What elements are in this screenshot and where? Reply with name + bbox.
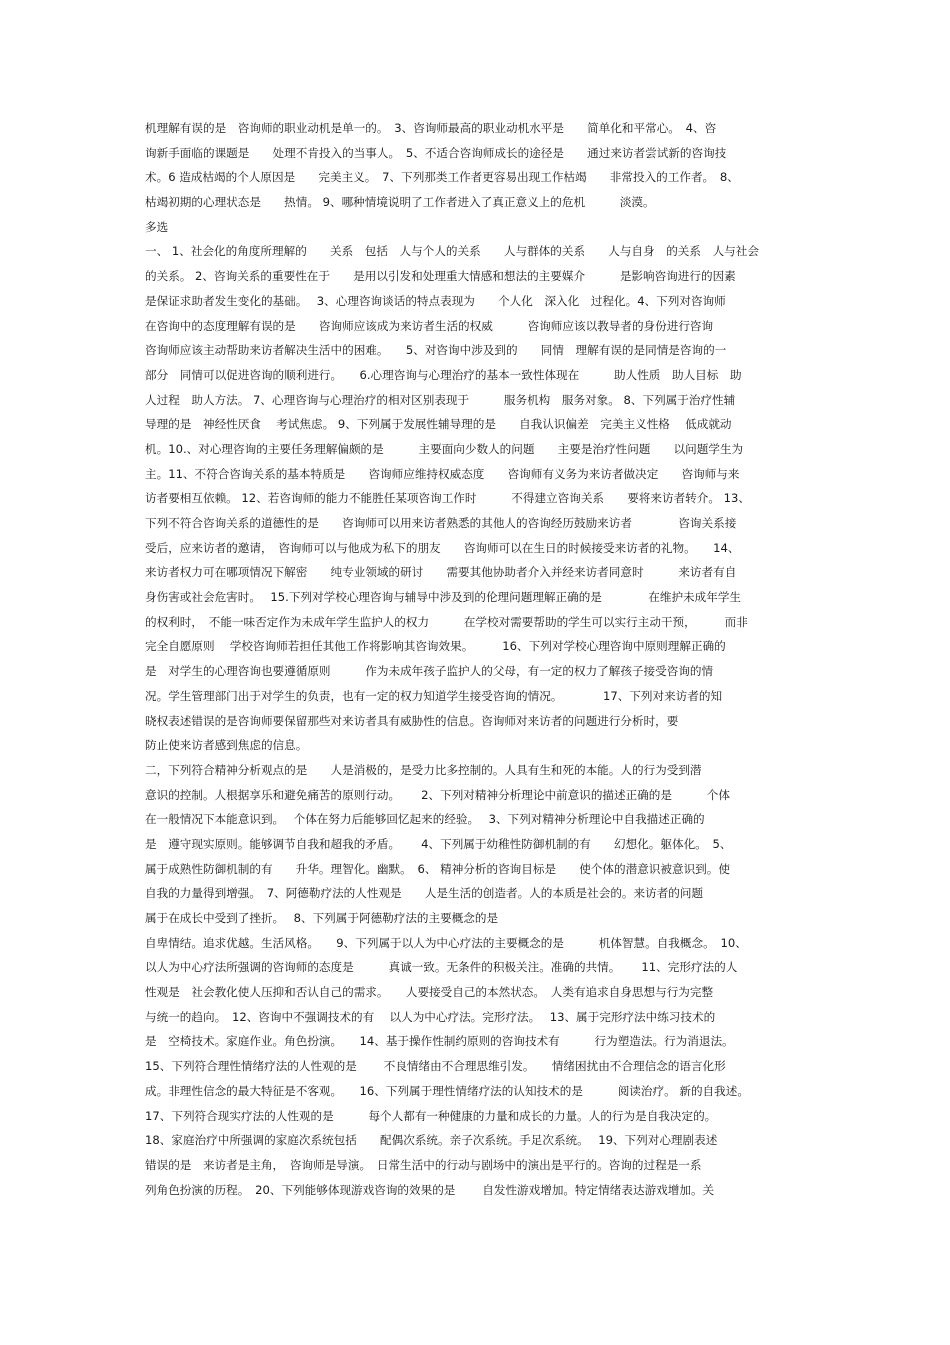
text-line: 是 遵守现实原则。能够调节自我和超我的矛盾。 4、下列属于幼稚性防御机制的有 幻想化。躯体化。 5、 bbox=[145, 836, 732, 851]
text-line: 属于成熟性防御机制的有 升华。理智化。幽默。 6、 精神分析的咨询目标是 使个体的潜意识被意识到。使 bbox=[145, 861, 730, 876]
text-line: 访者要相互依赖。 12、若咨询师的能力不能胜任某项咨询工作时 不得建立咨询关系 要将来访者转介。 13、 bbox=[145, 491, 750, 506]
text-line: 18、家庭治疗中所强调的家庭次系统包括 配偶次系统。亲子次系统。手足次系统。 19、下列对心理剧表述 bbox=[145, 1133, 718, 1148]
text-line: 咨询师应该主动帮助来访者解决生活中的困难。 5、对咨询中涉及到的 同情 理解有误的是同情是咨询的一 bbox=[145, 343, 727, 358]
text-line: 是 对学生的心理咨询也要遵循原则 作为未成年孩子监护人的父母，有一定的权力了解孩子接受咨询的情 bbox=[145, 664, 714, 679]
text-line: 多选 bbox=[145, 219, 169, 234]
text-line: 性观是 社会教化使人压抑和否认自己的需求。 人要接受自己的本然状态。 人类有追求自身思想与行为完整 bbox=[145, 985, 714, 1000]
text-line: 的关系。 2、咨询关系的重要性在于 是用以引发和处理重大情感和想法的主要媒介 是影响咨询进行的因素 bbox=[145, 269, 736, 284]
text-line: 是保证求助者发生变化的基础。 3、心理咨询谈话的特点表现为 个人化 深入化 过程化。4、下列对咨询师 bbox=[145, 293, 726, 308]
text-line: 况。学生管理部门出于对学生的负责，也有一定的权力知道学生接受咨询的情况。 17、下列对来访者的知 bbox=[145, 688, 723, 703]
text-line: 意识的控制。人根据享乐和避免痛苦的原则行动。 2、下列对精神分析理论中前意识的描述正确的是 个体 bbox=[145, 787, 730, 802]
text-line: 机理解有误的是 咨询师的职业动机是单一的。 3、咨询师最高的职业动机水平是 简单化和平常心。 4、咨 bbox=[145, 121, 717, 135]
text-line: 17、下列符合现实疗法的人性观的是 每个人都有一种健康的力量和成长的力量。人的行为是自我决定的。 bbox=[145, 1108, 717, 1123]
text-line: 主。11、不符合咨询关系的基本特质是 咨询师应维持权威态度 咨询师有义务为来访者做决定 咨询师与来 bbox=[145, 466, 740, 481]
text-line: 成。非理性信念的最大特征是不客观。 16、下列属于理性情绪疗法的认知技术的是 阅读治疗。 新的自我述。 bbox=[145, 1083, 749, 1098]
text-line: 与统一的趋向。 12、咨询中不强调技术的有 以人为中心疗法。完形疗法。 13、属于完形疗法中练习技术的 bbox=[145, 1009, 716, 1024]
text-line: 枯竭初期的心理状态是 热情。 9、哪种情境说明了工作者进入了真正意义上的危机 淡漠。 bbox=[145, 195, 655, 210]
text-line: 以人为中心疗法所强调的咨询师的态度是 真诚一致。无条件的积极关注。准确的共情。 11、完形疗法的人 bbox=[145, 960, 738, 975]
text-line: 是 空椅技术。家庭作业。角色扮演。 14、基于操作性制约原则的咨询技术有 行为塑造法。行为消退法。 bbox=[145, 1034, 734, 1049]
text-line: 自我的力量得到增强。 7、阿德勒疗法的人性观是 人是生活的创造者。人的本质是社会的。来访者的问题 bbox=[145, 886, 704, 901]
text-line: 导理的是 神经性厌食 考试焦虑。 9、下列属于发展性辅导理的是 自我认识偏差 完美主义性格 低成就动 bbox=[145, 417, 732, 432]
text-line: 人过程 助人方法。 7、心理咨询与心理治疗的相对区别表现于 服务机构 服务对象。 8、下列属于治疗性辅 bbox=[145, 392, 736, 407]
text-line: 二，下列符合精神分析观点的是 人是消极的，是受力比多控制的。人具有生和死的本能。人的行为受到潜 bbox=[145, 762, 702, 777]
text-line: 自卑情结。追求优越。生活风格。 9、下列属于以人为中心疗法的主要概念的是 机体智慧。自我概念。 10、 bbox=[145, 935, 747, 950]
text-line: 的权利时， 不能一味否定作为未成年学生监护人的权力 在学校对需要帮助的学生可以实行主动干预， 而非 bbox=[145, 614, 748, 629]
text-line: 晓权表述错误的是咨询师要保留那些对来访者具有威胁性的信息。咨询师对来访者的问题进行分析时，要 bbox=[145, 713, 679, 728]
text-line: 防止使来访者感到焦虑的信息。 bbox=[145, 738, 308, 753]
document-body bbox=[145, 116, 815, 1202]
text-line: 在一般情况下本能意识到。 个体在努力后能够回忆起来的经验。 3、下列对精神分析理论中自我描述正确的 bbox=[145, 812, 705, 827]
text-line: 一、 1、社会化的角度所理解的 关系 包括 人与个人的关系 人与群体的关系 人与自身 的关系 人与社会 bbox=[145, 244, 759, 259]
text-line: 属于在成长中受到了挫折。 8、下列属于阿德勒疗法的主要概念的是 bbox=[145, 911, 499, 925]
text-line: 完全自愿原则 学校咨询师若担任其他工作将影响其咨询效果。 16、下列对学校心理咨询中原则理解正确的 bbox=[145, 639, 726, 654]
text-line: 受后，应来访者的邀请， 咨询师可以与他成为私下的朋友 咨询师可以在生日的时候接受来访者的礼物。 14、 bbox=[145, 540, 740, 555]
text-line: 15、下列符合理性情绪疗法的人性观的是 不良情绪由不合理思维引发。 情绪困扰由不合理信念的语言化形 bbox=[145, 1059, 726, 1074]
text-line: 术。6 造成枯竭的个人原因是 完美主义。 7、下列那类工作者更容易出现工作枯竭 非常投入的工作者。 8、 bbox=[145, 170, 739, 185]
text-line: 来访者权力可在哪项情况下解密 纯专业领域的研讨 需要其他协助者介入并经来访者同意时 来访者有自 bbox=[145, 565, 737, 580]
text-line: 机。10.、对心理咨询的主要任务理解偏颇的是 主要面向少数人的问题 主要是治疗性问题 以问题学生为 bbox=[145, 441, 744, 456]
text-line: 在咨询中的态度理解有误的是 咨询师应该成为来访者生活的权威 咨询师应该以教导者的身份进行咨询 bbox=[145, 318, 714, 333]
text-line: 部分 同情可以促进咨询的顺利进行。 6.心理咨询与心理治疗的基本一致性体现在 助人性质 助人目标 助 bbox=[145, 367, 742, 382]
text-line: 错误的是 来访者是主角， 咨询师是导演。 日常生活中的行动与剧场中的演出是平行的。咨询的过程是一系 bbox=[145, 1157, 702, 1172]
text-line: 询新手面临的课题是 处理不肯投入的当事人。 5、不适合咨询师成长的途径是 通过来访者尝试新的咨询技 bbox=[145, 145, 727, 160]
text-line: 列角色扮演的历程。 20、下列能够体现游戏咨询的效果的是 自发性游戏增加。特定情绪表达游戏增加。关 bbox=[145, 1182, 715, 1197]
text-line: 身伤害或社会危害时。 15.下列对学校心理咨询与辅导中涉及到的伦理问题理解正确的是 在维护未成年学生 bbox=[145, 590, 742, 605]
text-line: 下列不符合咨询关系的道德性的是 咨询师可以用来访者熟悉的其他人的咨询经历鼓励来访者 咨询关系接 bbox=[145, 516, 737, 530]
